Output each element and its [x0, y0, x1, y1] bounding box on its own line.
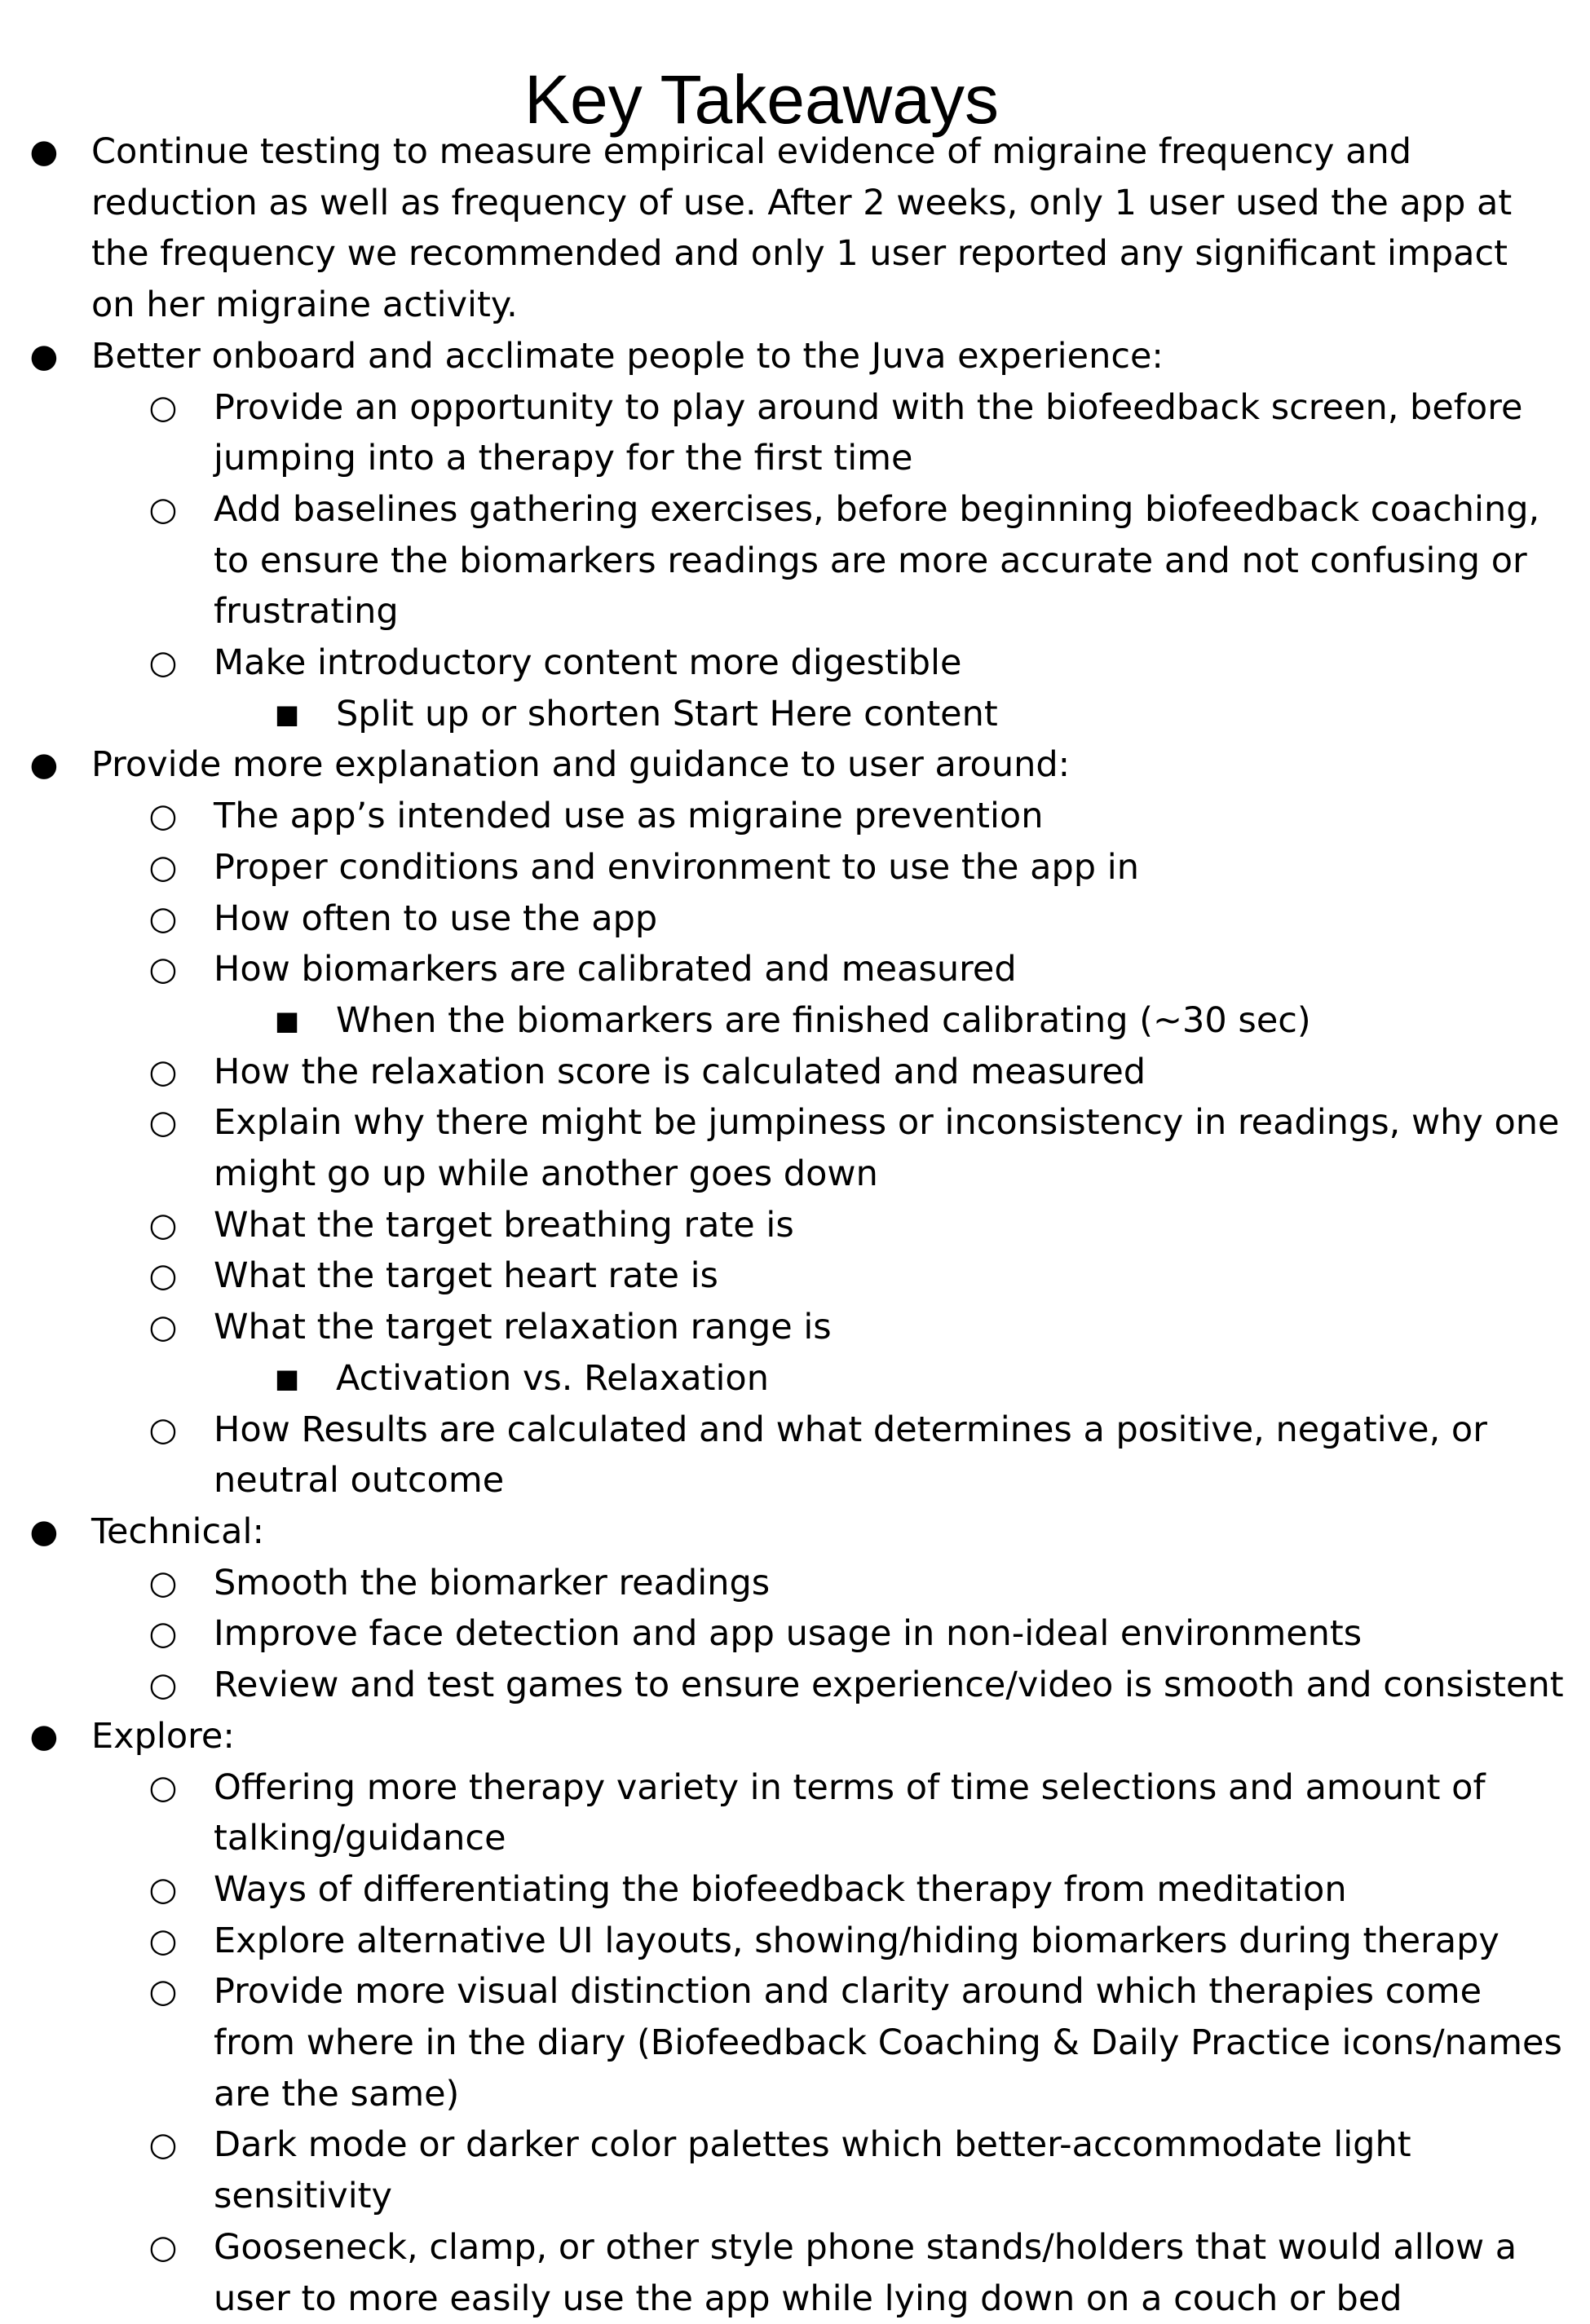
list-item-text: Add baselines gathering exercises, before beginning biofeedback coaching, to ensure the biomarkers readings are more accurate and not confusing or frustrating — [214, 488, 1540, 633]
list-item-text: Split up or shorten Start Here content — [336, 693, 998, 734]
list-item-text: Explain why there might be jumpiness or inconsistency in readings, why one might go up while another goes down — [214, 1102, 1560, 1195]
bullet-circle-icon: ○ — [148, 1768, 178, 1806]
bullet-circle-icon: ○ — [148, 797, 178, 836]
list-item-text: Provide more explanation and guidance to user around: — [91, 744, 1071, 786]
list-item-level-2 — [0, 1966, 1567, 2119]
list-item-text: How Results are calculated and what determines a positive, negative, or neutral outcome — [214, 1409, 1487, 1502]
bullet-circle-icon: ○ — [148, 1666, 178, 1704]
list-item-level-1 — [0, 126, 1559, 331]
list-item-text: Gooseneck, clamp, or other style phone stands/holders that would allow a user to more easily use the app while lying down on a couch or bed — [214, 2226, 1517, 2319]
bullet-disc-icon: ● — [29, 1717, 59, 1755]
bullet-circle-icon: ○ — [148, 644, 178, 682]
bullet-square-icon: ■ — [274, 1362, 300, 1394]
list-item-text: How biomarkers are calibrated and measured — [214, 949, 1017, 990]
list-item-text: What the target breathing rate is — [214, 1204, 794, 1246]
list-item-level-2 — [0, 1558, 1567, 1609]
list-item-text: Ways of differentiating the biofeedback therapy from meditation — [214, 1868, 1347, 1910]
bullet-circle-icon: ○ — [148, 2126, 178, 2164]
list-item-level-3 — [0, 689, 1567, 740]
list-item-text: Provide an opportunity to play around with the biofeedback screen, before jumping into a therapy for the first time — [214, 386, 1523, 479]
list-item-level-3 — [0, 1353, 1567, 1405]
bullet-disc-icon: ● — [29, 746, 59, 784]
bullet-circle-icon: ○ — [148, 1615, 178, 1653]
list-item-text: Make introductory content more digestible — [214, 642, 962, 684]
list-item-text: Offering more therapy variety in terms of time selections and amount of talking/guidance — [214, 1766, 1486, 1859]
bullet-circle-icon: ○ — [148, 1052, 178, 1091]
list-item-level-2 — [0, 1405, 1567, 1506]
list-item-level-3 — [0, 995, 1567, 1047]
bullet-square-icon: ■ — [274, 698, 300, 730]
list-item-text: Proper conditions and environment to use the app in — [214, 846, 1139, 888]
bullet-circle-icon: ○ — [148, 1308, 178, 1347]
list-item-level-1 — [0, 1711, 1559, 1762]
list-item-text: What the target heart rate is — [214, 1255, 718, 1297]
list-item-text: Dark mode or darker color palettes which better-accommodate light sensitivity — [214, 2124, 1411, 2217]
list-item-level-2 — [0, 1660, 1567, 1711]
bullet-circle-icon: ○ — [148, 1257, 178, 1295]
list-item-level-2 — [0, 1762, 1567, 1864]
takeaways-list — [0, 126, 1590, 2324]
list-item-text: How often to use the app — [214, 897, 658, 939]
list-item-level-2 — [0, 893, 1567, 945]
bullet-circle-icon: ○ — [148, 1973, 178, 2011]
list-item-level-1 — [0, 331, 1559, 382]
list-item-level-2 — [0, 382, 1567, 484]
list-item-level-2 — [0, 1200, 1567, 1251]
list-item-level-2 — [0, 2119, 1567, 2221]
list-item-level-2 — [0, 1916, 1567, 1967]
list-item-level-2 — [0, 944, 1567, 995]
list-item-level-2 — [0, 1302, 1567, 1353]
list-item-text: When the biomarkers are finished calibrating (~30 sec) — [336, 999, 1311, 1041]
bullet-disc-icon: ● — [29, 1512, 59, 1550]
bullet-circle-icon: ○ — [148, 1410, 178, 1449]
list-item-level-2 — [0, 484, 1567, 637]
bullet-circle-icon: ○ — [148, 1563, 178, 1602]
list-item-text: The app’s intended use as migraine prevention — [214, 796, 1044, 837]
list-item-level-2 — [0, 791, 1567, 842]
list-item-level-2 — [0, 1608, 1567, 1660]
list-item-level-2 — [0, 1864, 1567, 1916]
list-item-level-2 — [0, 1250, 1567, 1302]
list-item-level-2 — [0, 1047, 1567, 1098]
bullet-circle-icon: ○ — [148, 1870, 178, 1908]
bullet-circle-icon: ○ — [148, 1921, 178, 1960]
list-item-level-2 — [0, 637, 1567, 689]
list-item-text: Improve face detection and app usage in non-ideal environments — [214, 1613, 1363, 1655]
list-item-text: Technical: — [91, 1510, 264, 1552]
bullet-circle-icon: ○ — [148, 388, 178, 426]
bullet-circle-icon: ○ — [148, 490, 178, 528]
list-item-text: Activation vs. Relaxation — [336, 1357, 769, 1399]
list-item-text: Review and test games to ensure experience/video is smooth and consistent — [214, 1665, 1564, 1706]
bullet-circle-icon: ○ — [148, 2228, 178, 2266]
page-title: Key Takeaways — [523, 61, 1000, 139]
list-item-text: Explore alternative UI layouts, showing/hiding biomarkers during therapy — [214, 1920, 1499, 1961]
list-item-level-2 — [0, 842, 1567, 893]
list-item-level-2 — [0, 1097, 1567, 1199]
bullet-circle-icon: ○ — [148, 1206, 178, 1244]
list-item-text: Continue testing to measure empirical evidence of migraine frequency and reduction as well as frequency of use. After 2 weeks, only 1 user used the app at the frequency we recommended and only 1 user reported any significant impact on her migraine activity. — [91, 131, 1513, 326]
bullet-disc-icon: ● — [29, 133, 59, 170]
list-item-text: Smooth the biomarker readings — [214, 1562, 771, 1603]
list-item-level-2 — [0, 2222, 1567, 2324]
list-item-text: How the relaxation score is calculated and measured — [214, 1051, 1146, 1092]
list-item-level-1 — [0, 739, 1559, 791]
list-item-level-1 — [0, 1506, 1559, 1558]
bullet-square-icon: ■ — [274, 1004, 300, 1036]
bullet-disc-icon: ● — [29, 337, 59, 375]
list-item-text: What the target relaxation range is — [214, 1307, 832, 1348]
takeaways-content — [0, 126, 1590, 2324]
bullet-circle-icon: ○ — [148, 899, 178, 937]
list-item-text: Explore: — [91, 1715, 235, 1757]
bullet-circle-icon: ○ — [148, 848, 178, 886]
bullet-circle-icon: ○ — [148, 1104, 178, 1142]
list-item-text: Provide more visual distinction and clarity around which therapies come from where in the diary (Biofeedback Coaching & Daily Practice icons/names are the same) — [214, 1971, 1562, 2115]
bullet-circle-icon: ○ — [148, 950, 178, 989]
list-item-text: Better onboard and acclimate people to the Juva experience: — [91, 335, 1164, 377]
